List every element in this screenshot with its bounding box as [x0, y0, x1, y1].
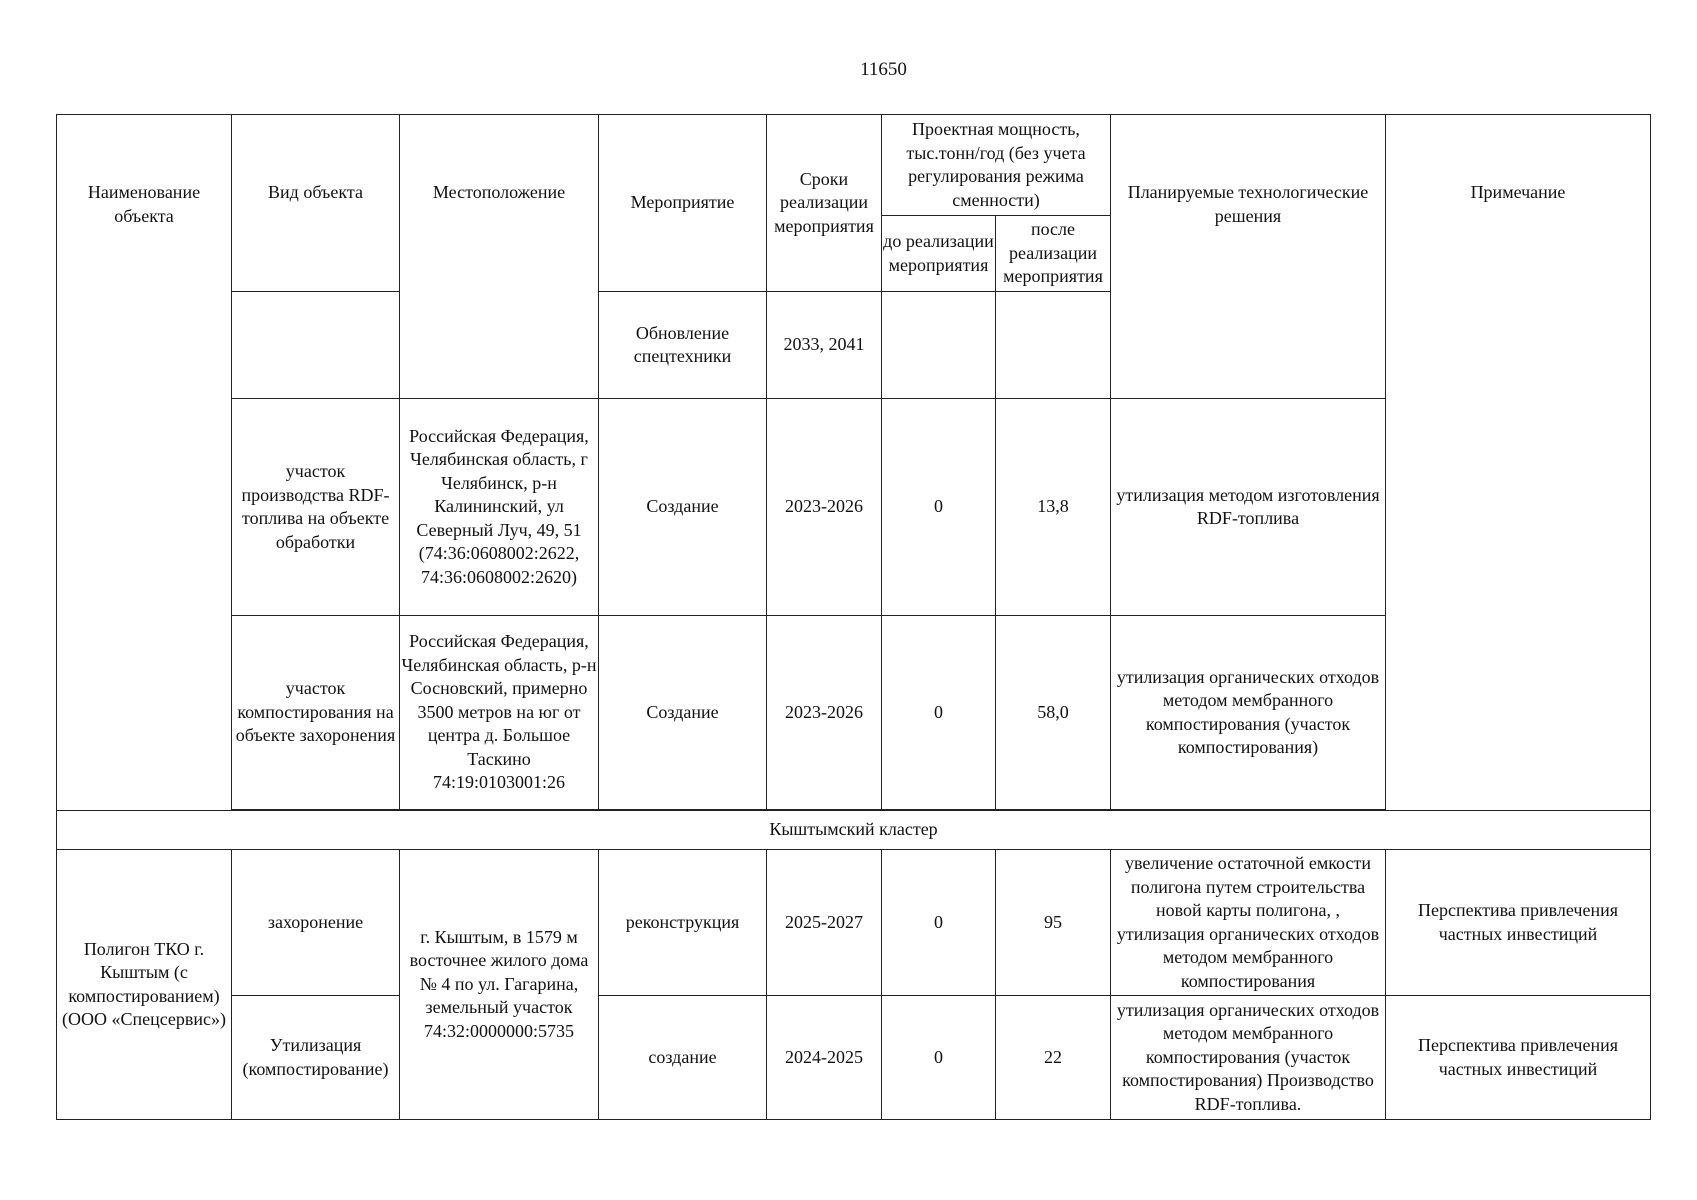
type-cell: участок производства RDF-топлива на объекте обработки — [232, 399, 400, 616]
header-before: до реализации мероприятия — [882, 216, 996, 292]
measure-cell: Создание — [599, 399, 767, 616]
header-measure: Мероприятие — [599, 115, 767, 292]
before-cell: 0 — [882, 616, 996, 810]
object-name-cell: Полигон ТКО г. Кыштым (с компостированием) (ООО «Спецсервис») — [57, 850, 232, 1120]
type-cell: захоронение — [232, 850, 400, 996]
before-cell: 0 — [882, 996, 996, 1120]
header-capacity: Проектная мощность, тыс.тонн/год (без учета регулирования режима сменности) — [882, 115, 1111, 216]
header-type: Вид объекта — [232, 115, 400, 292]
header-location: Местоположение — [400, 115, 599, 399]
before-cell — [882, 292, 996, 399]
period-cell: 2033, 2041 — [767, 292, 882, 399]
measure-cell: реконструкция — [599, 850, 767, 996]
before-cell: 0 — [882, 850, 996, 996]
period-cell: 2025-2027 — [767, 850, 882, 996]
type-cell: участок компостирования на объекте захоронения — [232, 616, 400, 810]
tech-cell: утилизация органических отходов методом мембранного компостирования (участок компостирования) Производство RDF-топлива. — [1111, 996, 1386, 1120]
after-cell — [996, 292, 1111, 399]
header-after: после реализации мероприятия — [996, 216, 1111, 292]
header-period: Сроки реализации мероприятия — [767, 115, 882, 292]
measure-cell: Создание — [599, 616, 767, 810]
header-tech: Планируемые технологические решения — [1111, 115, 1386, 399]
after-cell: 13,8 — [996, 399, 1111, 616]
tech-cell: увеличение остаточной емкости полигона путем строительства новой карты полигона, , утилизация органических отходов методом мембранного компостирования — [1111, 850, 1386, 996]
header-note: Примечание — [1386, 115, 1651, 811]
type-cell: Утилизация (компостирование) — [232, 996, 400, 1120]
location-cell: г. Кыштым, в 1579 м восточнее жилого дома № 4 по ул. Гагарина, земельный участок 74:32:0000000:5735 — [400, 850, 599, 1120]
measure-cell: Обновление спецтехники — [599, 292, 767, 399]
header-name: Наименование объекта — [57, 115, 232, 811]
facilities-table — [56, 114, 1651, 1120]
table-row — [57, 850, 1651, 996]
page-number: 11650 — [860, 59, 907, 80]
location-cell: Российская Федерация, Челябинская область, г Челябинск, р-н Калининский, ул Северный Луч, 49, 51 (74:36:0608002:2622, 74:36:0608002:2620) — [400, 399, 599, 616]
after-cell: 95 — [996, 850, 1111, 996]
location-cell: Российская Федерация, Челябинская область, р-н Сосновский, примерно 3500 метров на юг от центра д. Большое Таскино 74:19:0103001:26 — [400, 616, 599, 810]
measure-cell: создание — [599, 996, 767, 1120]
type-cell — [232, 292, 400, 399]
cluster-title: Кыштымский кластер — [57, 811, 1651, 850]
before-cell: 0 — [882, 399, 996, 616]
period-cell: 2024-2025 — [767, 996, 882, 1120]
period-cell: 2023-2026 — [767, 616, 882, 810]
note-cell: Перспектива привлечения частных инвестиций — [1386, 850, 1651, 996]
note-cell: Перспектива привлечения частных инвестиций — [1386, 996, 1651, 1120]
after-cell: 58,0 — [996, 616, 1111, 810]
period-cell: 2023-2026 — [767, 399, 882, 616]
tech-cell: утилизация органических отходов методом мембранного компостирования (участок компостирования) — [1111, 616, 1386, 810]
table-row — [57, 996, 1651, 1120]
after-cell: 22 — [996, 996, 1111, 1120]
cluster-row — [57, 811, 1651, 850]
header-row — [57, 115, 1651, 216]
tech-cell: утилизация методом изготовления RDF-топлива — [1111, 399, 1386, 616]
